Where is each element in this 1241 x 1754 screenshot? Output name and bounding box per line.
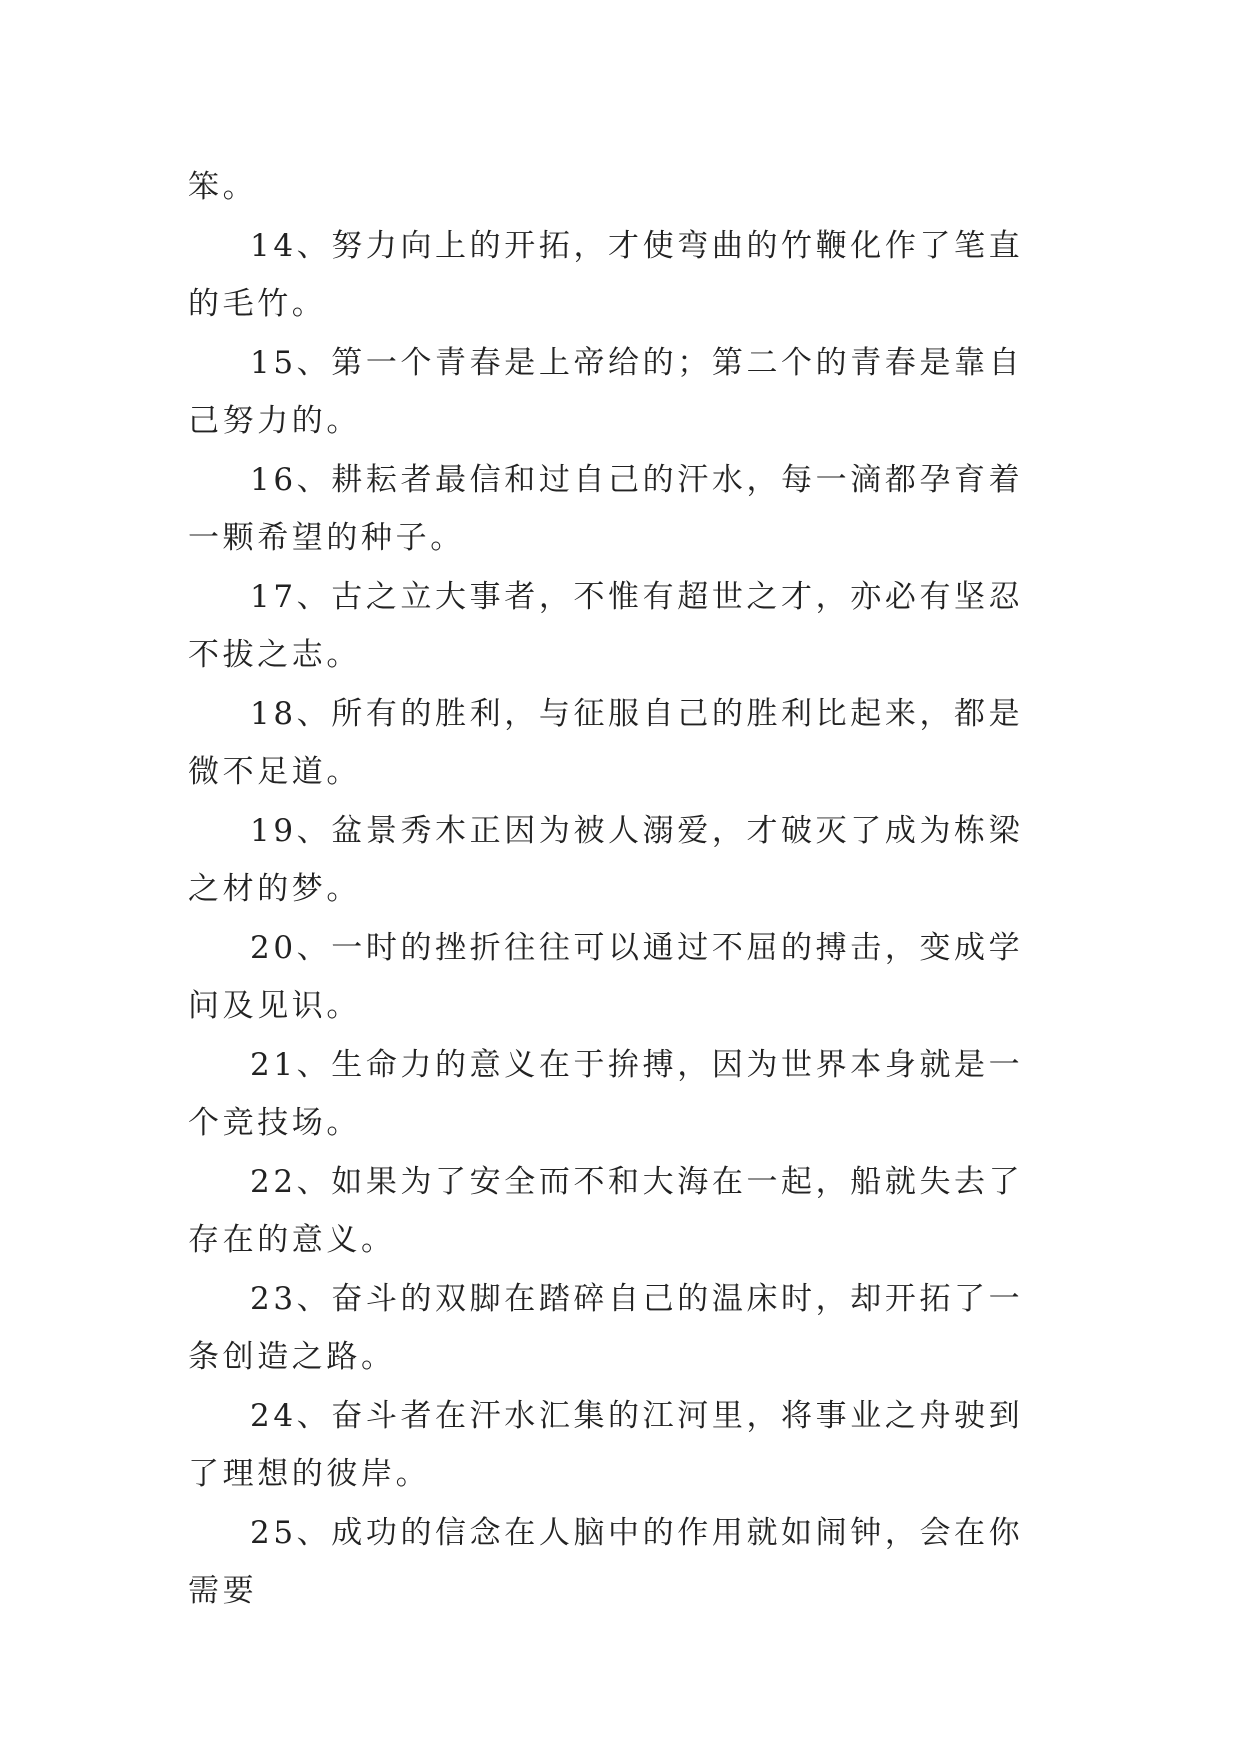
list-item: 24、奋斗者在汗水汇集的江河里，将事业之舟驶到了理想的彼岸。 [188, 1397, 1024, 1492]
list-item: 15、第一个青春是上帝给的；第二个的青春是靠自己努力的。 [188, 344, 1024, 439]
list-item: 25、成功的信念在人脑中的作用就如闹钟，会在你需要 [188, 1514, 1024, 1609]
list-item: 19、盆景秀木正因为被人溺爱，才破灭了成为栋梁之材的梦。 [188, 812, 1024, 907]
document-body [188, 158, 1052, 1621]
list-item: 17、古之立大事者，不惟有超世之才，亦必有坚忍不拔之志。 [188, 578, 1024, 673]
list-item: 20、一时的挫折往往可以通过不屈的搏击，变成学问及见识。 [188, 929, 1024, 1024]
list-item: 22、如果为了安全而不和大海在一起，船就失去了存在的意义。 [188, 1163, 1024, 1258]
continued-line: 笨。 [188, 169, 258, 205]
list-item: 18、所有的胜利，与征服自己的胜利比起来，都是微不足道。 [188, 695, 1024, 790]
list-item: 16、耕耘者最信和过自己的汗水，每一滴都孕育着一颗希望的种子。 [188, 461, 1024, 556]
list-item: 21、生命力的意义在于拚搏，因为世界本身就是一个竞技场。 [188, 1046, 1024, 1141]
list-item: 14、努力向上的开拓，才使弯曲的竹鞭化作了笔直的毛竹。 [188, 227, 1024, 322]
list-item: 23、奋斗的双脚在踏碎自己的温床时，却开拓了一条创造之路。 [188, 1280, 1024, 1375]
